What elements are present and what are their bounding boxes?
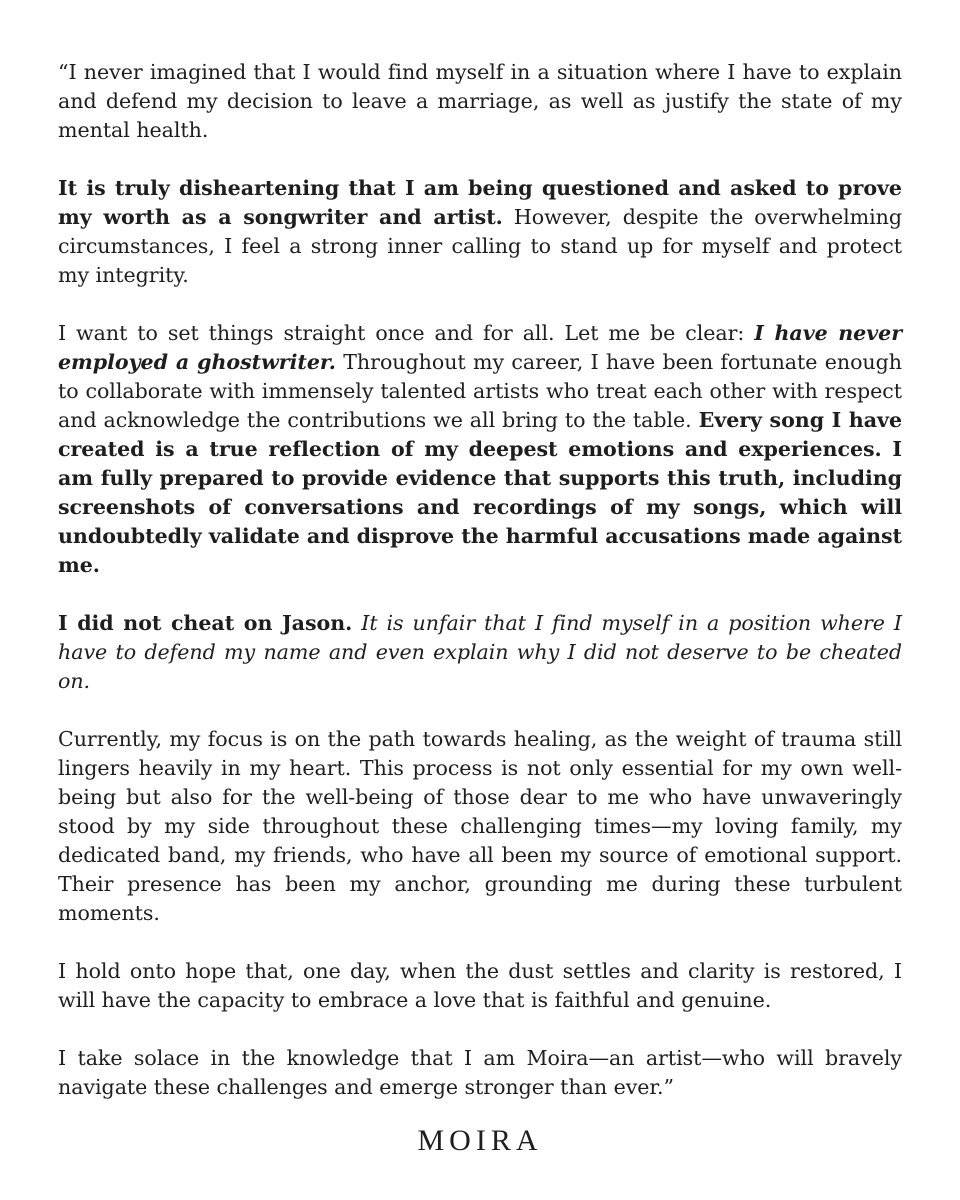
paragraph-6	[58, 957, 902, 1015]
paragraph-1-text: “I never imagined that I would find myself in a situation where I have to explain and defend my decision to leave a marriage, as well as justify the state of my mental health.	[58, 60, 902, 142]
statement-body	[58, 58, 902, 1102]
paragraph-1	[58, 58, 902, 145]
paragraph-4	[58, 609, 902, 696]
paragraph-3-bold: Every song I have created is a true reflection of my deepest emotions and experiences. I am fully prepared to provide evidence that supports this truth, including screenshots of conversations and recordings of my songs, which will undoubtedly validate and disprove the harmful accusations made against me.	[58, 408, 902, 577]
paragraph-2-bold: It is truly disheartening that I am being questioned and asked to prove my worth as a songwriter and artist.	[58, 176, 902, 229]
paragraph-5	[58, 725, 902, 928]
paragraph-3	[58, 319, 902, 580]
signature: MOIRA	[417, 1124, 543, 1157]
paragraph-3-bold-italic: I have never employed a ghostwriter.	[58, 321, 902, 374]
paragraph-4-italic: It is unfair that I find myself in a position where I have to defend my name and even explain why I did not deserve to be cheated on.	[58, 611, 902, 693]
paragraph-7	[58, 1044, 902, 1102]
paragraph-2	[58, 174, 902, 290]
paragraph-3-middle: Throughout my career, I have been fortunate enough to collaborate with immensely talented artists who treat each other with respect and acknowledge the contributions we all bring to the table.	[58, 350, 902, 432]
paragraph-6-text: I hold onto hope that, one day, when the dust settles and clarity is restored, I will have the capacity to embrace a love that is faithful and genuine.	[58, 959, 902, 1012]
paragraph-7-text: I take solace in the knowledge that I am Moira—an artist—who will bravely navigate these challenges and emerge stronger than ever.”	[58, 1046, 902, 1099]
paragraph-5-text: Currently, my focus is on the path towards healing, as the weight of trauma still lingers heavily in my heart. This process is not only essential for my own well-being but also for the well-being of those dear to me who have unwaveringly stood by my side throughout these challenging times—my loving family, my dedicated band, my friends, who have all been my source of emotional support. Their presence has been my anchor, grounding me during these turbulent moments.	[58, 727, 902, 925]
paragraph-2-rest: However, despite the overwhelming circumstances, I feel a strong inner calling to stand up for myself and protect my integrity.	[58, 205, 902, 287]
paragraph-3-intro: I want to set things straight once and for all. Let me be clear:	[58, 321, 755, 345]
paragraph-4-bold: I did not cheat on Jason.	[58, 611, 353, 635]
